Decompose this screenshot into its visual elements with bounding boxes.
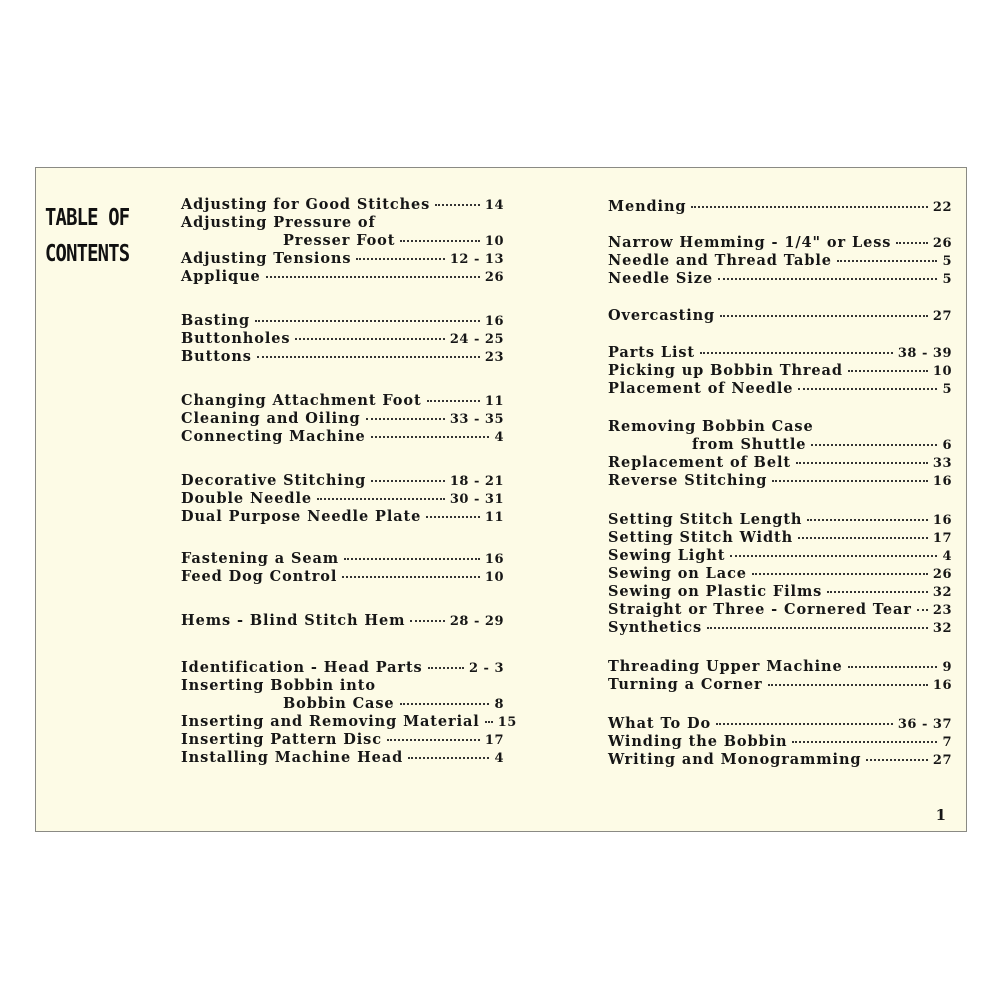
toc-entry [181,392,504,410]
toc-entry [608,583,952,601]
toc-entry-page: 7 [942,735,952,750]
toc-entry-label: Inserting Bobbin into [181,677,376,694]
toc-entry-label: Setting Stitch Length [608,511,803,528]
toc-entry-label: Presser Foot [283,232,396,249]
toc-entry-label: Straight or Three - Cornered Tear [608,601,912,618]
toc-entry-page: 26 [484,270,504,285]
toc-entry [181,749,504,767]
dot-leader [896,242,928,244]
toc-entry-label: Sewing on Lace [608,565,747,582]
toc-entry [608,751,952,769]
toc-entry [608,565,952,583]
toc-entry-page: 38 - 39 [897,346,952,361]
dot-leader [768,684,928,686]
toc-entry-label: Turning a Corner [608,676,763,693]
toc-entry-page: 4 [494,430,504,445]
toc-entry [181,312,504,330]
manual-page [35,167,967,832]
title-line-1: TABLE OF [45,205,130,231]
toc-entry-page: 16 [932,678,952,693]
dot-leader [848,370,928,372]
toc-entry-label: Fastening a Seam [181,550,340,567]
toc-entry [608,658,952,676]
toc-entry [608,529,952,547]
toc-entry-page: 10 [484,234,504,249]
toc-entry [608,418,952,436]
dot-leader [400,703,490,705]
toc-entry-label: Mending [608,198,687,215]
toc-entry-label: Changing Attachment Foot [181,392,422,409]
toc-entry [181,428,504,446]
toc-entry-label: Replacement of Belt [608,454,791,471]
toc-entry-page: 16 [932,474,952,489]
toc-entry-label: Threading Upper Machine [608,658,843,675]
toc-entry [608,454,952,472]
dot-leader [691,206,927,208]
dot-leader [718,278,937,280]
toc-entry-page: 15 [497,715,517,730]
toc-entry-page: 33 - 35 [449,412,504,427]
toc-entry-label: Reverse Stitching [608,472,768,489]
toc-entry [181,612,504,630]
dot-leader [811,444,937,446]
toc-entry [608,436,952,454]
page-number: 1 [935,806,946,824]
dot-leader [371,436,490,438]
dot-leader [827,591,928,593]
toc-entry-label: Installing Machine Head [181,749,404,766]
toc-entry [608,676,952,694]
dot-leader [371,480,445,482]
toc-entry-page: 18 - 21 [449,474,504,489]
dot-leader [426,516,480,518]
dot-leader [344,558,480,560]
toc-entry-page: 16 [484,314,504,329]
toc-entry-label: Removing Bobbin Case [608,418,814,435]
dot-leader [730,555,937,557]
toc-entry [181,568,504,586]
toc-entry [181,472,504,490]
dot-leader [485,721,493,723]
toc-right-column [608,168,952,831]
dot-leader [400,240,480,242]
toc-entry [181,713,517,731]
toc-entry [181,508,504,526]
toc-entry-page: 23 [484,350,504,365]
toc-entry [181,490,504,508]
toc-entry-label: Buttonholes [181,330,291,347]
dot-leader [716,723,893,725]
toc-entry [181,677,504,695]
toc-entry-label: Sewing on Plastic Films [608,583,823,600]
toc-entry-label: from Shuttle [692,436,807,453]
toc-entry [181,410,504,428]
dot-leader [798,388,937,390]
toc-entry-label: Connecting Machine [181,428,366,445]
dot-leader [257,356,480,358]
toc-entry-page: 16 [932,513,952,528]
dot-leader [356,258,444,260]
toc-entry-page: 17 [484,733,504,748]
toc-entry [181,250,504,268]
dot-leader [848,666,938,668]
toc-entry-page: 17 [932,531,952,546]
toc-entry-page: 32 [932,585,952,600]
toc-entry-page: 26 [932,567,952,582]
dot-leader [410,620,445,622]
toc-entry-label: Needle Size [608,270,713,287]
toc-entry [608,307,952,325]
toc-entry-page: 36 - 37 [897,717,952,732]
dot-leader [427,400,480,402]
toc-entry-page: 32 [932,621,952,636]
toc-entry-label: Dual Purpose Needle Plate [181,508,422,525]
toc-entry-page: 23 [932,603,952,618]
dot-leader [707,627,928,629]
toc-entry [608,252,952,270]
toc-entry [181,330,504,348]
toc-entry [608,472,952,490]
toc-entry-label: What To Do [608,715,712,732]
toc-entry-page: 5 [942,272,952,287]
toc-entry-label: Parts List [608,344,696,361]
toc-entry-page: 16 [484,552,504,567]
toc-entry-page: 9 [942,660,952,675]
toc-entry [181,232,504,250]
dot-leader [387,739,480,741]
toc-entry-page: 4 [942,549,952,564]
toc-entry-label: Adjusting Pressure of [181,214,376,231]
toc-entry [181,550,504,568]
dot-leader [798,537,928,539]
title-line-2: CONTENTS [45,241,130,267]
toc-entry-page: 14 [484,198,504,213]
toc-entry-label: Writing and Monogramming [608,751,862,768]
toc-entry-page: 6 [942,438,952,453]
dot-leader [266,276,480,278]
toc-entry-page: 27 [932,753,952,768]
toc-entry-label: Feed Dog Control [181,568,338,585]
page-title [45,200,129,272]
toc-entry [181,196,504,214]
toc-entry-page: 30 - 31 [449,492,504,507]
toc-entry [181,731,504,749]
toc-entry-label: Winding the Bobbin [608,733,788,750]
toc-entry-label: Hems - Blind Stitch Hem [181,612,406,629]
toc-entry-page: 11 [484,510,504,525]
dot-leader [796,462,928,464]
dot-leader [255,320,480,322]
dot-leader [408,757,489,759]
toc-entry [608,601,952,619]
toc-entry-label: Adjusting for Good Stitches [181,196,431,213]
toc-entry-label: Placement of Needle [608,380,794,397]
toc-entry [608,380,952,398]
toc-entry-label: Buttons [181,348,252,365]
toc-entry-label: Adjusting Tensions [181,250,352,267]
toc-entry [608,511,952,529]
toc-entry-page: 24 - 25 [449,332,504,347]
dot-leader [295,338,444,340]
toc-entry [181,214,504,232]
toc-entry-label: Basting [181,312,251,329]
toc-entry-page: 10 [484,570,504,585]
toc-entry [608,715,952,733]
toc-entry-label: Identification - Head Parts [181,659,423,676]
dot-leader [807,519,928,521]
toc-entry [608,547,952,565]
toc-entry [181,268,504,286]
toc-entry [608,198,952,216]
toc-entry-page: 28 - 29 [449,614,504,629]
toc-entry-label: Cleaning and Oiling [181,410,361,427]
toc-entry-page: 10 [932,364,952,379]
toc-entry-page: 27 [932,309,952,324]
toc-entry-label: Setting Stitch Width [608,529,794,546]
toc-entry-page: 2 - 3 [468,661,504,676]
toc-entry-label: Synthetics [608,619,703,636]
dot-leader [435,204,480,206]
dot-leader [866,759,927,761]
toc-entry [608,362,952,380]
toc-entry-label: Inserting Pattern Disc [181,731,382,748]
toc-entry-page: 12 - 13 [449,252,504,267]
dot-leader [792,741,937,743]
dot-leader [428,667,464,669]
dot-leader [752,573,928,575]
toc-entry [181,659,504,677]
toc-entry [608,270,952,288]
toc-entry-page: 4 [494,751,504,766]
toc-entry-label: Picking up Bobbin Thread [608,362,843,379]
toc-entry-page: 22 [932,200,952,215]
toc-entry-label: Applique [181,268,261,285]
toc-entry [608,733,952,751]
toc-entry [608,234,952,252]
toc-entry-page: 33 [932,456,952,471]
dot-leader [700,352,893,354]
toc-entry-label: Overcasting [608,307,716,324]
toc-entry-label: Sewing Light [608,547,726,564]
toc-entry-page: 8 [494,697,504,712]
dot-leader [342,576,480,578]
toc-entry-label: Double Needle [181,490,312,507]
toc-entry-label: Inserting and Removing Material [181,713,480,730]
toc-entry [608,344,952,362]
toc-entry-label: Narrow Hemming - 1/4" or Less [608,234,892,251]
dot-leader [772,480,928,482]
dot-leader [917,609,928,611]
toc-entry [181,348,504,366]
dot-leader [317,498,445,500]
toc-entry-label: Needle and Thread Table [608,252,832,269]
toc-entry-label: Bobbin Case [283,695,395,712]
dot-leader [366,418,445,420]
toc-entry [608,619,952,637]
toc-left-column [181,168,517,831]
dot-leader [720,315,928,317]
toc-entry-page: 5 [942,382,952,397]
toc-entry-page: 26 [932,236,952,251]
dot-leader [837,260,938,262]
toc-entry-label: Decorative Stitching [181,472,367,489]
toc-entry-page: 11 [484,394,504,409]
toc-entry-page: 5 [942,254,952,269]
toc-entry [181,695,504,713]
